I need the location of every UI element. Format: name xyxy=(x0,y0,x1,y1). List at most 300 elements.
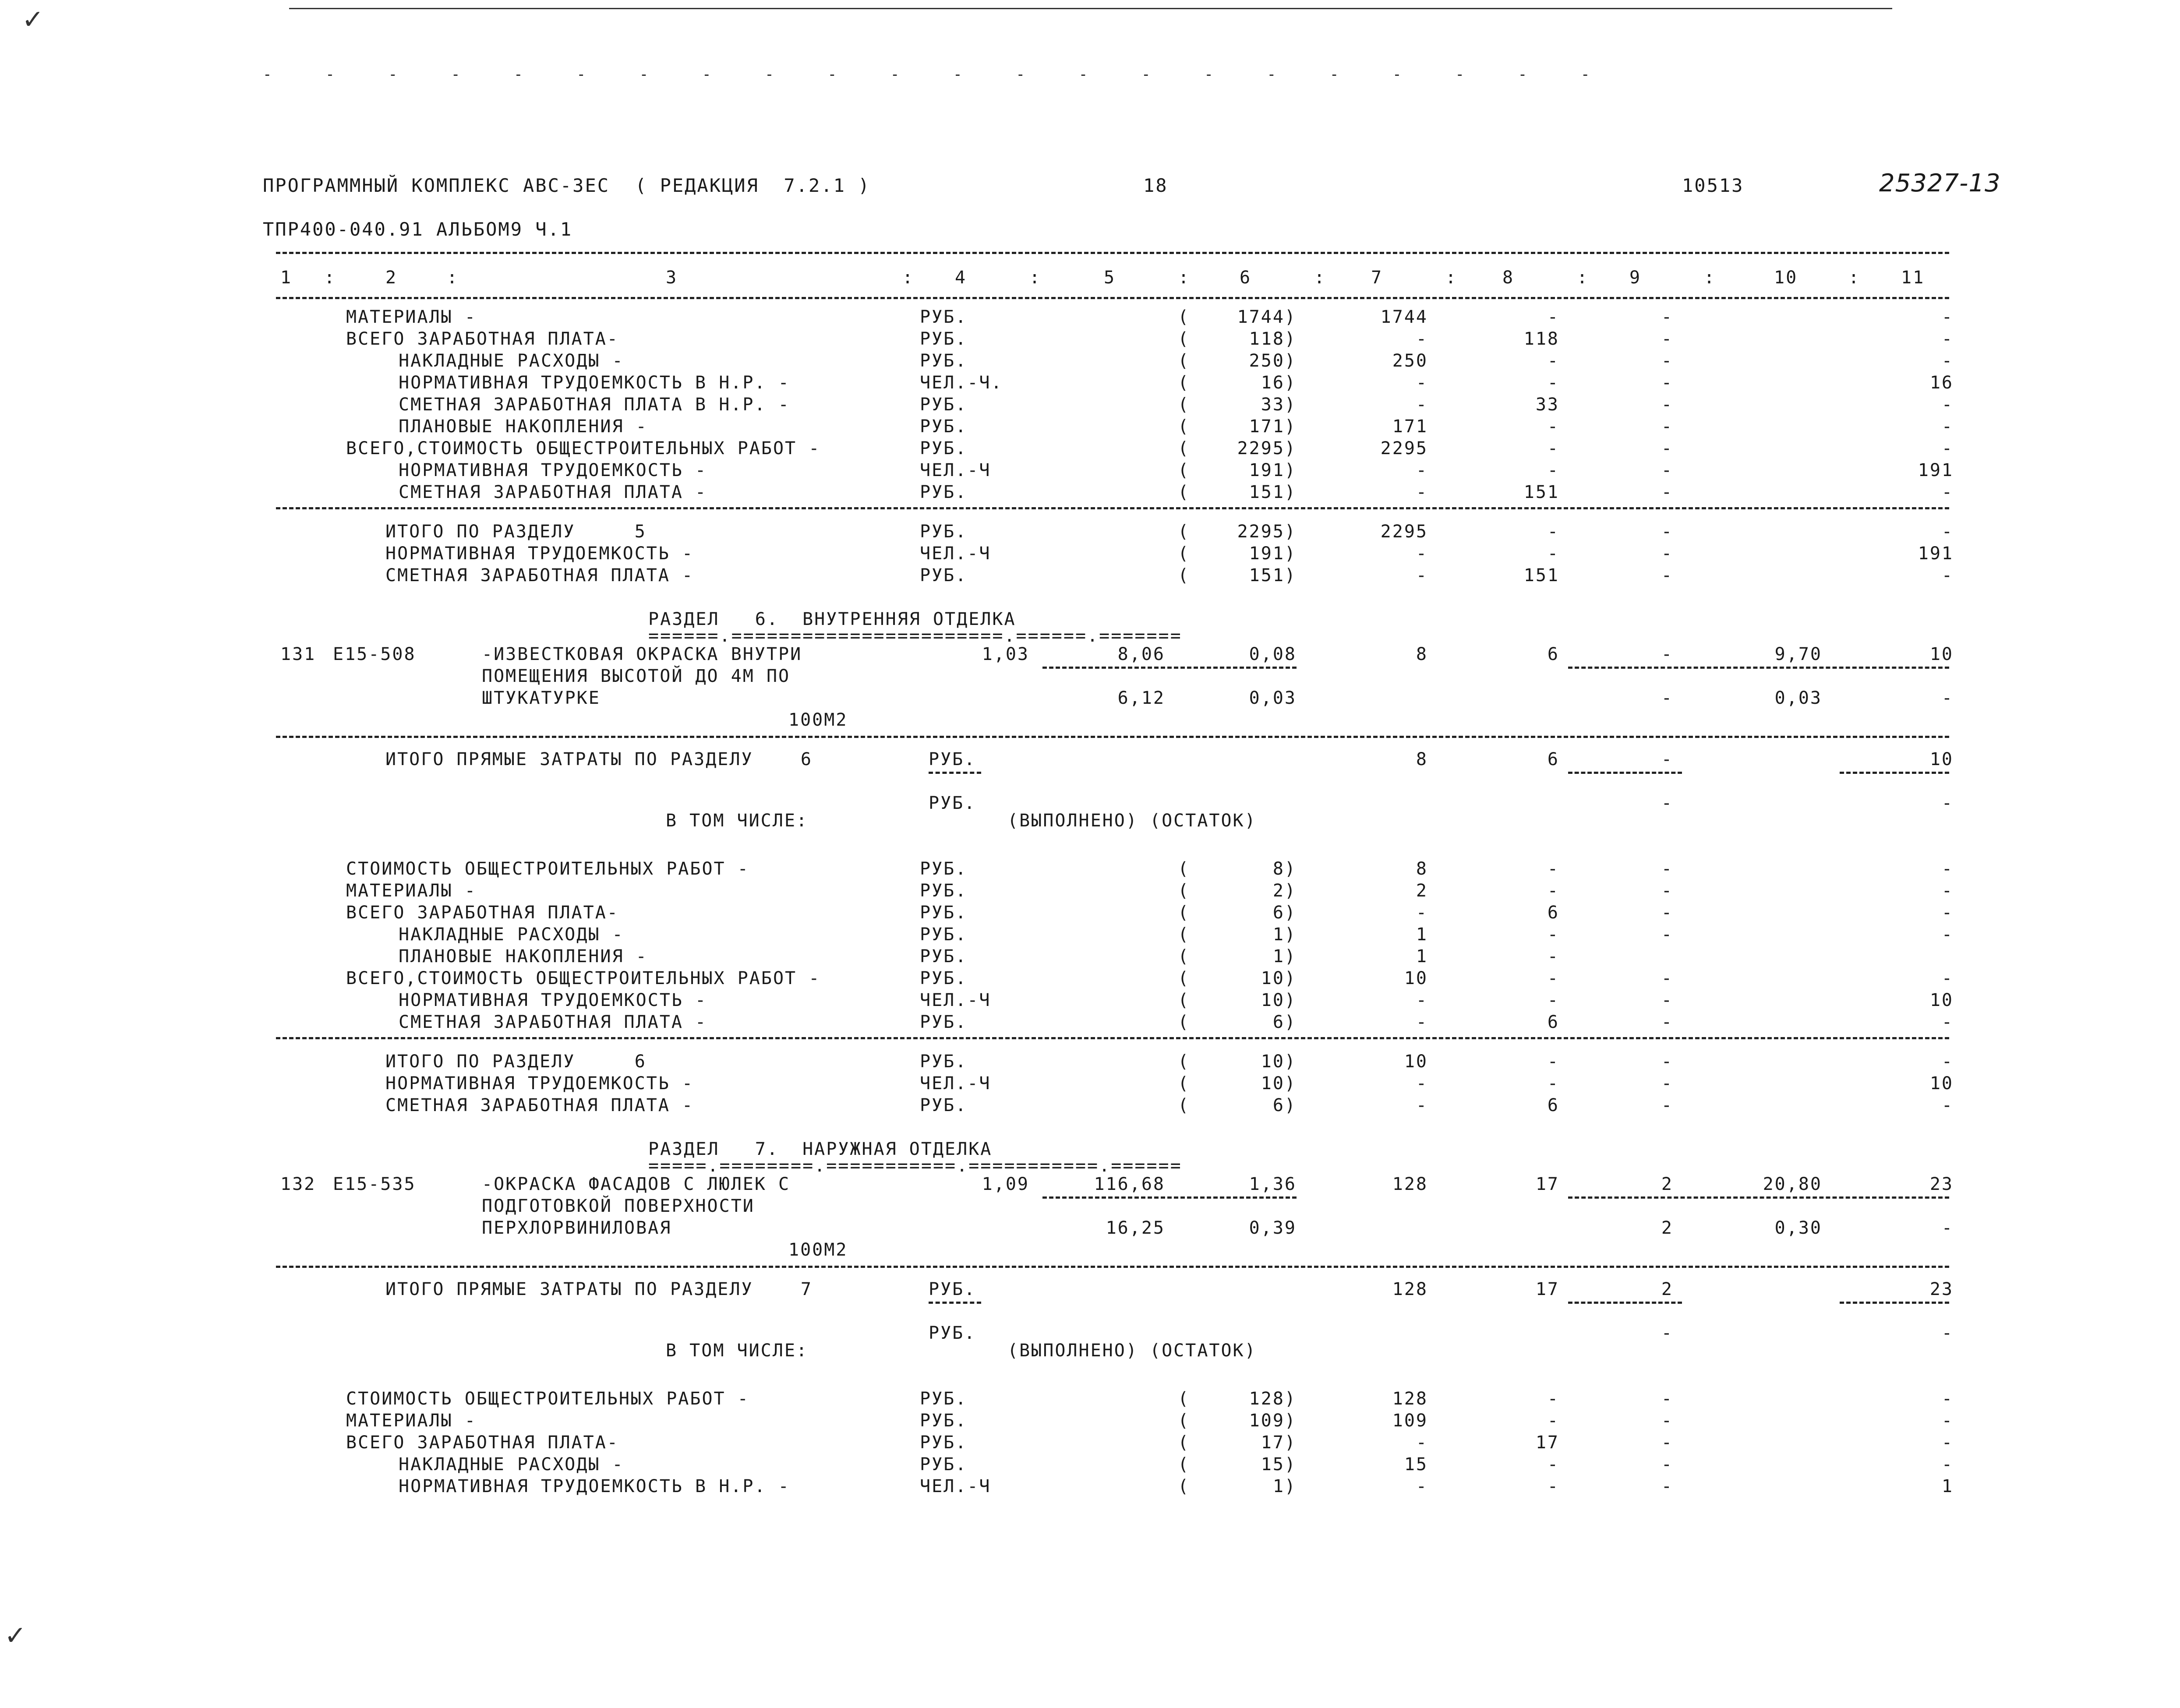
column-separator: : xyxy=(1314,268,1326,288)
summary-row-label: МАТЕРИАЛЫ - xyxy=(346,881,477,901)
summary-row-col9: - xyxy=(1661,438,1673,459)
direct-costs-subrule xyxy=(929,1302,981,1304)
summary-row-col6: ( 171) xyxy=(1178,416,1297,437)
item-col11: 23 xyxy=(1929,1174,1954,1194)
item-col8: 6 xyxy=(1547,644,1559,664)
summary-row-col9: - xyxy=(1661,1454,1673,1475)
done-remainder-label: (ВЫПОЛНЕНО) (ОСТАТОК) xyxy=(1007,1341,1257,1361)
summary-row-unit: РУБ. xyxy=(920,565,968,586)
column-separator: : xyxy=(324,268,336,288)
summary-row-col8: - xyxy=(1547,1052,1559,1072)
item-col11-2: - xyxy=(1941,1218,1954,1238)
summary-row-label: ВСЕГО ЗАРАБОТНАЯ ПЛАТА- xyxy=(346,903,619,923)
album-title: ТПР400-040.91 АЛЬБОМ9 Ч.1 xyxy=(263,219,573,240)
column-header-9: 9 xyxy=(1629,268,1642,288)
summary-row-col11: - xyxy=(1941,1052,1954,1072)
summary-row-col7: - xyxy=(1416,482,1428,502)
summary-row-label: ВСЕГО,СТОИМОСТЬ ОБЩЕСТРОИТЕЛЬНЫХ РАБОТ - xyxy=(346,968,821,988)
summary-row-label: СТОИМОСТЬ ОБЩЕСТРОИТЕЛЬНЫХ РАБОТ - xyxy=(346,859,749,879)
item-quantity: 1,09 xyxy=(982,1174,1029,1194)
summary-row-col6: ( 191) xyxy=(1178,543,1297,564)
summary-row-col7: 15 xyxy=(1404,1454,1428,1475)
summary-row-label: НОРМАТИВНАЯ ТРУДОЕМКОСТЬ В Н.Р. - xyxy=(399,373,790,393)
item-unit: 100М2 xyxy=(788,1240,848,1260)
column-header-3: 3 xyxy=(666,268,678,288)
column-header-2: 2 xyxy=(385,268,398,288)
summary-row-col6: ( 191) xyxy=(1178,460,1297,480)
summary-row-col8: 33 xyxy=(1535,395,1559,415)
summary-row-col9: - xyxy=(1661,1012,1673,1032)
edition-label: ( РЕДАКЦИЯ 7.2.1 ) xyxy=(635,175,871,196)
bottom-check-mark: ✓ xyxy=(4,1620,27,1651)
summary-row-label: ВСЕГО ЗАРАБОТНАЯ ПЛАТА- xyxy=(346,329,619,349)
summary-row-col8: - xyxy=(1547,1411,1559,1431)
summary-row-unit: ЧЕЛ.-Ч xyxy=(920,1073,991,1094)
summary-row-col11: 16 xyxy=(1929,373,1954,393)
column-header-10: 10 xyxy=(1774,268,1798,288)
summary-row-col7: - xyxy=(1416,565,1428,586)
summary-row-col9: - xyxy=(1661,881,1673,901)
summary-row-col7: 1 xyxy=(1416,925,1428,945)
summary-row-col8: - xyxy=(1547,307,1559,327)
summary-row-col7: - xyxy=(1416,1073,1428,1094)
summary-row-col11: - xyxy=(1941,1389,1954,1409)
column-header-6: 6 xyxy=(1240,268,1252,288)
summary-row-label: НОРМАТИВНАЯ ТРУДОЕМКОСТЬ - xyxy=(385,1073,694,1094)
summary-row-unit: РУБ. xyxy=(920,351,968,371)
summary-row-unit: РУБ. xyxy=(920,1095,968,1115)
direct-costs-col9: 2 xyxy=(1661,1279,1673,1299)
summary-row-col8: - xyxy=(1547,460,1559,480)
done-remainder-label: (ВЫПОЛНЕНО) (ОСТАТОК) xyxy=(1007,811,1257,831)
summary-row-unit: РУБ. xyxy=(920,1454,968,1475)
item-col10: 20,80 xyxy=(1763,1174,1822,1194)
program-title: ПРОГРАММНЫЙ КОМПЛЕКС АВС-3ЕС xyxy=(263,175,610,196)
summary-row-col6: ( 8) xyxy=(1178,859,1297,879)
summary-row-unit: РУБ. xyxy=(920,438,968,459)
summary-row-col9: - xyxy=(1661,395,1673,415)
summary-row-unit: РУБ. xyxy=(920,925,968,945)
item-unit-price-2: 16,25 xyxy=(1106,1218,1165,1238)
summary-row-col7: - xyxy=(1416,1433,1428,1453)
summary-row-unit: РУБ. xyxy=(920,881,968,901)
page-number: 18 xyxy=(1143,175,1168,196)
item-col10: 9,70 xyxy=(1774,644,1822,664)
summary-row-col6: ( 16) xyxy=(1178,373,1297,393)
section-rule xyxy=(276,736,1949,738)
item-col9-2: 2 xyxy=(1661,1218,1673,1238)
summary-row-label: ИТОГО ПО РАЗДЕЛУ 5 xyxy=(385,522,647,542)
item-labor-2: 0,03 xyxy=(1249,688,1297,708)
item-unit-price: 8,06 xyxy=(1117,644,1165,664)
summary-row-col6: ( 151) xyxy=(1178,482,1297,502)
direct-costs-col11-2: - xyxy=(1941,793,1954,813)
summary-row-unit: РУБ. xyxy=(920,329,968,349)
summary-row-col6: ( 6) xyxy=(1178,903,1297,923)
summary-row-unit: РУБ. xyxy=(920,1411,968,1431)
summary-row-col9: - xyxy=(1661,307,1673,327)
summary-row-col6: ( 250) xyxy=(1178,351,1297,371)
summary-row-unit: РУБ. xyxy=(920,1433,968,1453)
item-code: Е15-535 xyxy=(333,1174,416,1194)
summary-row-col9: - xyxy=(1661,482,1673,502)
item-col11-2: - xyxy=(1941,688,1954,708)
summary-row-label: ПЛАНОВЫЕ НАКОПЛЕНИЯ - xyxy=(399,416,648,437)
summary-row-col9: - xyxy=(1661,990,1673,1010)
item-quantity: 1,03 xyxy=(982,644,1029,664)
summary-row-col9: - xyxy=(1661,351,1673,371)
summary-row-col9: - xyxy=(1661,373,1673,393)
summary-row-col8: 151 xyxy=(1523,565,1559,586)
summary-row-col8: 6 xyxy=(1547,1012,1559,1032)
summary-row-col8: 118 xyxy=(1523,329,1559,349)
summary-row-col11: - xyxy=(1941,1433,1954,1453)
summary-row-col9: - xyxy=(1661,1389,1673,1409)
summary-row-col7: 2 xyxy=(1416,881,1428,901)
direct-costs-col11: 10 xyxy=(1929,749,1954,769)
summary-row-unit: РУБ. xyxy=(920,1389,968,1409)
summary-row-col6: ( 17) xyxy=(1178,1433,1297,1453)
summary-row-col11: - xyxy=(1941,1454,1954,1475)
item-col7: 128 xyxy=(1392,1174,1428,1194)
column-separator: : xyxy=(1029,268,1042,288)
item-labor-2: 0,39 xyxy=(1249,1218,1297,1238)
summary-row-label: НОРМАТИВНАЯ ТРУДОЕМКОСТЬ - xyxy=(399,460,707,480)
summary-row-col6: ( 151) xyxy=(1178,565,1297,586)
summary-row-col9: - xyxy=(1661,925,1673,945)
section-rule xyxy=(276,507,1949,509)
summary-row-col7: 1 xyxy=(1416,946,1428,967)
summary-row-col8: - xyxy=(1547,416,1559,437)
summary-row-col7: 10 xyxy=(1404,1052,1428,1072)
summary-row-label: НОРМАТИВНАЯ ТРУДОЕМКОСТЬ В Н.Р. - xyxy=(399,1476,790,1496)
summary-row-unit: РУБ. xyxy=(920,416,968,437)
section-title-underline: =====.========.===========.===========.====== xyxy=(648,1156,1182,1176)
column-separator: : xyxy=(1178,268,1191,288)
summary-row-col8: - xyxy=(1547,968,1559,988)
item-col8: 17 xyxy=(1535,1174,1559,1194)
item-unit-price-2: 6,12 xyxy=(1117,688,1165,708)
item-labor: 0,08 xyxy=(1249,644,1297,664)
summary-row-col8: - xyxy=(1547,373,1559,393)
summary-row-label: СМЕТНАЯ ЗАРАБОТНАЯ ПЛАТА В Н.Р. - xyxy=(399,395,790,415)
summary-row-col9: - xyxy=(1661,968,1673,988)
summary-row-col9: - xyxy=(1661,859,1673,879)
summary-row-col11: - xyxy=(1941,565,1954,586)
summary-row-col7: 2295 xyxy=(1380,438,1428,459)
summary-row-col7: - xyxy=(1416,1012,1428,1032)
summary-row-col6: ( 118) xyxy=(1178,329,1297,349)
direct-costs-col9: - xyxy=(1661,749,1673,769)
summary-row-col7: 2295 xyxy=(1380,522,1428,542)
summary-row-col11: - xyxy=(1941,351,1954,371)
summary-row-col8: - xyxy=(1547,438,1559,459)
corner-check-mark: ✓ xyxy=(22,4,44,35)
direct-costs-label: ИТОГО ПРЯМЫЕ ЗАТРАТЫ ПО РАЗДЕЛУ 7 xyxy=(385,1279,813,1299)
direct-costs-col9-2: - xyxy=(1661,1323,1673,1343)
summary-row-col9: - xyxy=(1661,416,1673,437)
direct-costs-col9-2: - xyxy=(1661,793,1673,813)
summary-row-unit: ЧЕЛ.-Ч xyxy=(920,460,991,480)
item-name-line: ПЕРХЛОРВИНИЛОВАЯ xyxy=(482,1218,672,1238)
summary-row-col6: ( 10) xyxy=(1178,990,1297,1010)
summary-row-unit: РУБ. xyxy=(920,307,968,327)
including-label: В ТОМ ЧИСЛЕ: xyxy=(666,811,808,831)
summary-row-label: НАКЛАДНЫЕ РАСХОДЫ - xyxy=(399,351,624,371)
summary-row-col7: - xyxy=(1416,1476,1428,1496)
item-col9: 2 xyxy=(1661,1174,1673,1194)
summary-row-col7: 1744 xyxy=(1380,307,1428,327)
summary-row-col9: - xyxy=(1661,543,1673,564)
column-separator: : xyxy=(1577,268,1589,288)
summary-row-unit: РУБ. xyxy=(920,482,968,502)
summary-row-col7: - xyxy=(1416,990,1428,1010)
summary-row-unit: ЧЕЛ.-Ч xyxy=(920,1476,991,1496)
document-code: 10513 xyxy=(1682,175,1744,196)
summary-row-col7: - xyxy=(1416,395,1428,415)
item-labor: 1,36 xyxy=(1249,1174,1297,1194)
summary-row-label: СТОИМОСТЬ ОБЩЕСТРОИТЕЛЬНЫХ РАБОТ - xyxy=(346,1389,749,1409)
summary-row-label: ВСЕГО,СТОИМОСТЬ ОБЩЕСТРОИТЕЛЬНЫХ РАБОТ - xyxy=(346,438,821,459)
summary-row-label: ИТОГО ПО РАЗДЕЛУ 6 xyxy=(385,1052,647,1072)
summary-row-label: НОРМАТИВНАЯ ТРУДОЕМКОСТЬ - xyxy=(399,990,707,1010)
summary-row-label: МАТЕРИАЛЫ - xyxy=(346,1411,477,1431)
direct-costs-col11-2: - xyxy=(1941,1323,1954,1343)
summary-row-col9: - xyxy=(1661,1476,1673,1496)
summary-row-col11: 191 xyxy=(1918,543,1954,564)
perforation-row: - - - - - - - - - - - - - - - - - - - - - - xyxy=(263,66,1590,83)
summary-row-unit: РУБ. xyxy=(920,903,968,923)
summary-row-col9: - xyxy=(1661,1411,1673,1431)
section-title: РАЗДЕЛ 6. ВНУТРЕННЯЯ ОТДЕЛКА xyxy=(648,609,1016,629)
summary-row-col9: - xyxy=(1661,329,1673,349)
summary-row-col11: 10 xyxy=(1929,1073,1954,1094)
summary-row-label: СМЕТНАЯ ЗАРАБОТНАЯ ПЛАТА - xyxy=(385,565,694,586)
summary-row-unit: ЧЕЛ.-Ч xyxy=(920,543,991,564)
direct-costs-subrule xyxy=(929,772,981,774)
summary-row-label: НАКЛАДНЫЕ РАСХОДЫ - xyxy=(399,1454,624,1475)
summary-row-col8: - xyxy=(1547,543,1559,564)
summary-row-col7: - xyxy=(1416,903,1428,923)
item-subrule xyxy=(1568,667,1949,669)
summary-row-label: ВСЕГО ЗАРАБОТНАЯ ПЛАТА- xyxy=(346,1433,619,1453)
item-number: 131 xyxy=(280,644,316,664)
summary-row-unit: ЧЕЛ.-Ч. xyxy=(920,373,1003,393)
summary-row-col11: - xyxy=(1941,416,1954,437)
table-header-top-rule xyxy=(276,252,1949,254)
direct-costs-unit-2: РУБ. xyxy=(929,793,976,813)
summary-row-col8: - xyxy=(1547,1073,1559,1094)
summary-row-col11: - xyxy=(1941,438,1954,459)
column-header-1: 1 xyxy=(280,268,293,288)
summary-row-col11: - xyxy=(1941,522,1954,542)
item-col10-2: 0,03 xyxy=(1774,688,1822,708)
summary-row-col6: ( 10) xyxy=(1178,1052,1297,1072)
summary-row-col8: - xyxy=(1547,1389,1559,1409)
direct-costs-subrule xyxy=(1840,772,1949,774)
summary-row-col8: - xyxy=(1547,522,1559,542)
summary-row-col6: ( 109) xyxy=(1178,1411,1297,1431)
summary-row-col6: ( 1) xyxy=(1178,946,1297,967)
item-unit: 100М2 xyxy=(788,710,848,730)
item-subrule xyxy=(1568,1196,1949,1199)
item-unit-price: 116,68 xyxy=(1094,1174,1165,1194)
direct-costs-col11: 23 xyxy=(1929,1279,1954,1299)
summary-row-col11: - xyxy=(1941,1411,1954,1431)
section-title-underline: ======.=======================.======.======= xyxy=(648,626,1182,646)
item-col9-2: - xyxy=(1661,688,1673,708)
summary-row-col6: ( 6) xyxy=(1178,1012,1297,1032)
summary-row-col7: - xyxy=(1416,543,1428,564)
summary-row-label: СМЕТНАЯ ЗАРАБОТНАЯ ПЛАТА - xyxy=(399,482,707,502)
summary-row-col6: ( 2295) xyxy=(1178,438,1297,459)
summary-row-col8: - xyxy=(1547,1476,1559,1496)
summary-row-col9: - xyxy=(1661,1433,1673,1453)
summary-row-col8: 6 xyxy=(1547,903,1559,923)
item-name-line: ПОДГОТОВКОЙ ПОВЕРХНОСТИ xyxy=(482,1196,755,1216)
summary-row-col9: - xyxy=(1661,565,1673,586)
summary-row-col11: - xyxy=(1941,881,1954,901)
table-header-bottom-rule xyxy=(276,297,1949,299)
summary-row-col8: - xyxy=(1547,1454,1559,1475)
summary-row-col6: ( 1) xyxy=(1178,1476,1297,1496)
item-number: 132 xyxy=(280,1174,316,1194)
item-code: Е15-508 xyxy=(333,644,416,664)
column-separator: : xyxy=(1848,268,1861,288)
summary-row-col6: ( 6) xyxy=(1178,1095,1297,1115)
summary-row-unit: РУБ. xyxy=(920,1012,968,1032)
summary-row-col11: - xyxy=(1941,903,1954,923)
summary-row-col6: ( 10) xyxy=(1178,968,1297,988)
summary-row-label: СМЕТНАЯ ЗАРАБОТНАЯ ПЛАТА - xyxy=(385,1095,694,1115)
summary-row-unit: ЧЕЛ.-Ч xyxy=(920,990,991,1010)
summary-row-col11: - xyxy=(1941,395,1954,415)
summary-row-col11: - xyxy=(1941,329,1954,349)
column-header-5: 5 xyxy=(1104,268,1116,288)
item-subrule xyxy=(1042,667,1297,669)
section-title: РАЗДЕЛ 7. НАРУЖНАЯ ОТДЕЛКА xyxy=(648,1139,993,1159)
summary-row-col7: - xyxy=(1416,460,1428,480)
summary-row-col9: - xyxy=(1661,903,1673,923)
direct-costs-col8: 17 xyxy=(1535,1279,1559,1299)
summary-row-col6: ( 2295) xyxy=(1178,522,1297,542)
summary-row-col11: 191 xyxy=(1918,460,1954,480)
summary-row-col6: ( 2) xyxy=(1178,881,1297,901)
item-col9: - xyxy=(1661,644,1673,664)
summary-row-col11: - xyxy=(1941,1012,1954,1032)
summary-row-unit: РУБ. xyxy=(920,968,968,988)
direct-costs-unit-2: РУБ. xyxy=(929,1323,976,1343)
summary-row-col11: - xyxy=(1941,482,1954,502)
summary-row-col11: - xyxy=(1941,968,1954,988)
column-header-7: 7 xyxy=(1371,268,1383,288)
item-col7: 8 xyxy=(1416,644,1428,664)
item-name-line: ПОМЕЩЕНИЯ ВЫСОТОЙ ДО 4М ПО xyxy=(482,666,791,686)
column-separator: : xyxy=(1704,268,1716,288)
summary-row-col7: - xyxy=(1416,329,1428,349)
summary-row-col8: - xyxy=(1547,925,1559,945)
summary-row-col6: ( 128) xyxy=(1178,1389,1297,1409)
direct-costs-label: ИТОГО ПРЯМЫЕ ЗАТРАТЫ ПО РАЗДЕЛУ 6 xyxy=(385,749,813,769)
summary-row-unit: РУБ. xyxy=(920,1052,968,1072)
top-rule xyxy=(289,8,1892,9)
direct-costs-unit: РУБ. xyxy=(929,1279,976,1299)
summary-row-col8: - xyxy=(1547,859,1559,879)
item-col11: 10 xyxy=(1929,644,1954,664)
summary-row-label: ПЛАНОВЫЕ НАКОПЛЕНИЯ - xyxy=(399,946,648,967)
column-header-4: 4 xyxy=(955,268,967,288)
summary-row-label: МАТЕРИАЛЫ - xyxy=(346,307,477,327)
summary-row-label: НАКЛАДНЫЕ РАСХОДЫ - xyxy=(399,925,624,945)
summary-row-col7: - xyxy=(1416,373,1428,393)
item-col10-2: 0,30 xyxy=(1774,1218,1822,1238)
column-separator: : xyxy=(1445,268,1458,288)
direct-costs-subrule xyxy=(1568,1302,1682,1304)
summary-row-col11: - xyxy=(1941,859,1954,879)
summary-row-col9: - xyxy=(1661,1052,1673,1072)
direct-costs-subrule xyxy=(1840,1302,1949,1304)
summary-row-col8: 17 xyxy=(1535,1433,1559,1453)
summary-row-unit: РУБ. xyxy=(920,859,968,879)
including-label: В ТОМ ЧИСЛЕ: xyxy=(666,1341,808,1361)
summary-row-col9: - xyxy=(1661,460,1673,480)
summary-row-label: НОРМАТИВНАЯ ТРУДОЕМКОСТЬ - xyxy=(385,543,694,564)
item-subrule xyxy=(1042,1196,1297,1199)
summary-row-col7: 8 xyxy=(1416,859,1428,879)
column-header-8: 8 xyxy=(1502,268,1515,288)
summary-row-col11: 10 xyxy=(1929,990,1954,1010)
summary-row-col6: ( 1) xyxy=(1178,925,1297,945)
summary-row-col11: - xyxy=(1941,925,1954,945)
column-header-11: 11 xyxy=(1901,268,1925,288)
column-separator: : xyxy=(447,268,459,288)
summary-row-unit: РУБ. xyxy=(920,946,968,967)
direct-costs-subrule xyxy=(1568,772,1682,774)
item-name-line: ШТУКАТУРКЕ xyxy=(482,688,601,708)
summary-row-col9: - xyxy=(1661,1095,1673,1115)
summary-row-col6: ( 1744) xyxy=(1178,307,1297,327)
summary-row-col11: - xyxy=(1941,1095,1954,1115)
summary-row-unit: РУБ. xyxy=(920,522,968,542)
summary-row-col9: - xyxy=(1661,522,1673,542)
summary-row-col8: - xyxy=(1547,881,1559,901)
summary-row-col11: 1 xyxy=(1941,1476,1954,1496)
summary-row-col7: - xyxy=(1416,1095,1428,1115)
summary-row-col7: 250 xyxy=(1392,351,1428,371)
summary-row-col6: ( 15) xyxy=(1178,1454,1297,1475)
summary-row-col8: 151 xyxy=(1523,482,1559,502)
summary-row-col6: ( 33) xyxy=(1178,395,1297,415)
column-separator: : xyxy=(902,268,915,288)
summary-row-col7: 171 xyxy=(1392,416,1428,437)
summary-row-col8: - xyxy=(1547,990,1559,1010)
item-name-line: -ОКРАСКА ФАСАДОВ С ЛЮЛЕК С xyxy=(482,1174,791,1194)
summary-row-col6: ( 10) xyxy=(1178,1073,1297,1094)
summary-row-col8: 6 xyxy=(1547,1095,1559,1115)
section-rule xyxy=(276,1037,1949,1039)
summary-row-col7: 128 xyxy=(1392,1389,1428,1409)
summary-row-col8: - xyxy=(1547,351,1559,371)
direct-costs-unit: РУБ. xyxy=(929,749,976,769)
handwritten-document-number: 25327-13 xyxy=(1879,169,2001,198)
direct-costs-col7: 128 xyxy=(1392,1279,1428,1299)
summary-row-col7: 10 xyxy=(1404,968,1428,988)
summary-row-col7: 109 xyxy=(1392,1411,1428,1431)
item-name-line: -ИЗВЕСТКОВАЯ ОКРАСКА ВНУТРИ xyxy=(482,644,802,664)
section-rule xyxy=(276,1266,1949,1268)
summary-row-col8: - xyxy=(1547,946,1559,967)
summary-row-label: СМЕТНАЯ ЗАРАБОТНАЯ ПЛАТА - xyxy=(399,1012,707,1032)
